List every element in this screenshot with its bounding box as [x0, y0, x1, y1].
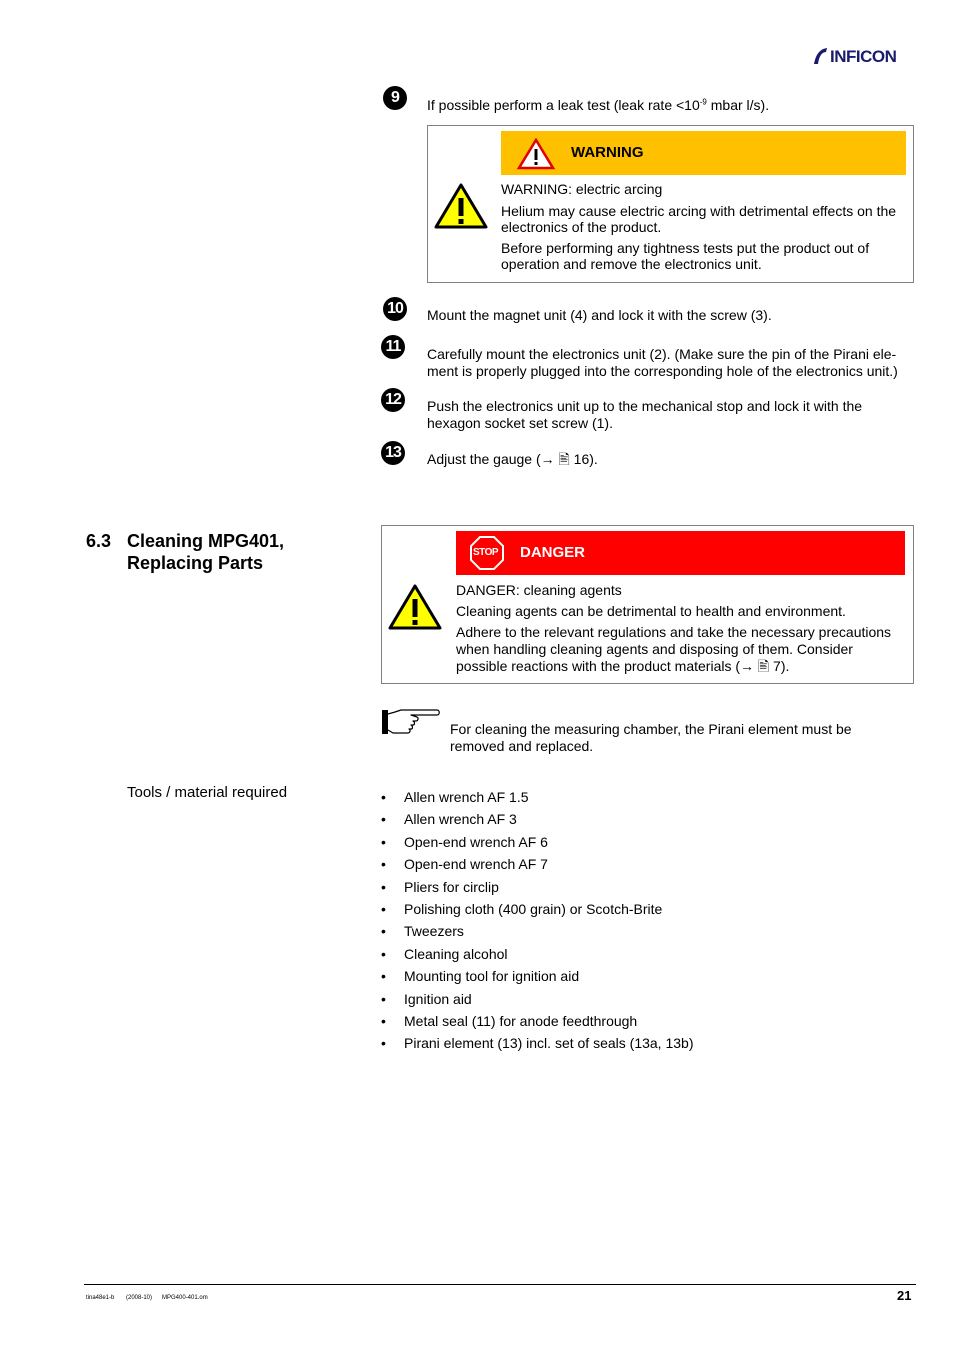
warning-banner [501, 131, 906, 175]
danger-para1: Cleaning agents can be detrimental to health and environment. [456, 603, 846, 619]
footer-rule [84, 1284, 916, 1285]
footer-file: MPG400-401.om [162, 1295, 208, 1301]
inficon-logo [812, 44, 916, 68]
warning-para2: Before performing any tightness tests put the product out of operation and remove the electronics unit. [501, 240, 870, 272]
list-item: • Allen wrench AF 1.5 [381, 789, 881, 811]
logo-text: INFICON [830, 47, 897, 66]
warning-para1: Helium may cause electric arcing with detrimental effects on the electronics of the product. [501, 203, 897, 235]
pointing-hand-icon [381, 708, 441, 736]
list-item: • Mounting tool for ignition aid [381, 968, 881, 990]
danger-label: DANGER [520, 544, 586, 561]
danger-para2: Adhere to the relevant regulations and take the necessary precautions when handling cleaning agents and disposing of them. Consider possible reactions with the product materials (→ 🖹 7). [456, 624, 892, 674]
warning-label: WARNING [571, 144, 644, 161]
list-item: • Polishing cloth (400 grain) or Scotch-Brite [381, 901, 881, 923]
warning-box [427, 125, 914, 283]
danger-triangle-icon [387, 583, 443, 631]
footer-doc-id: tina48e1-b [86, 1295, 115, 1301]
step-9-superscript: -9 [699, 97, 707, 107]
step-number-10: 10 [383, 297, 407, 321]
step-9-text-after: mbar l/s). [706, 97, 770, 113]
section-title-line1: Cleaning MPG401, [127, 531, 285, 551]
section-title-line2: Replacing Parts [127, 553, 264, 573]
list-item: • Open-end wrench AF 6 [381, 834, 881, 856]
logo-mark-icon [812, 46, 830, 66]
stop-sign-text: STOP [473, 547, 499, 558]
list-item: • Tweezers [381, 923, 881, 945]
danger-banner [456, 531, 905, 575]
warning-content [501, 181, 901, 272]
step-number-9: 9 [383, 86, 407, 110]
list-item: • Allen wrench AF 3 [381, 811, 881, 833]
list-item: • Pirani element (13) incl. set of seals (13a, 13b) [381, 1035, 881, 1057]
warning-triangle-icon [433, 182, 489, 230]
section-number: 6.3 [86, 531, 112, 551]
step-9-text-before: If possible perform a leak test (leak rate <10 [427, 97, 700, 113]
tools-label: Tools / material required [127, 784, 288, 801]
footer-date: (2008-10) [126, 1295, 153, 1301]
list-item: • Metal seal (11) for anode feedthrough [381, 1013, 881, 1035]
step-12-text-line1: Push the electronics unit up to the mechanical stop and lock it with the [427, 398, 863, 414]
danger-title: DANGER: cleaning agents [456, 582, 622, 598]
list-item: • Cleaning alcohol [381, 946, 881, 968]
tools-list [381, 789, 881, 1058]
step-12-text-line2: hexagon socket set screw (1). [427, 415, 613, 431]
page-number: 21 [897, 1288, 912, 1303]
warning-triangle-small-icon [517, 138, 555, 170]
step-number-13: 13 [381, 441, 405, 465]
list-item: • Open-end wrench AF 7 [381, 856, 881, 878]
step-9-text [427, 97, 769, 114]
danger-content [456, 582, 908, 675]
step-number-12: 12 [381, 388, 405, 412]
list-item: • Pliers for circlip [381, 879, 881, 901]
list-item: • Ignition aid [381, 991, 881, 1013]
step-11-text-line1: Carefully mount the electronics unit (2). (Make sure the pin of the Pirani ele- [427, 346, 897, 362]
step-13-text: Adjust the gauge (→ 🖹 16). [427, 451, 598, 467]
step-number-11: 11 [381, 335, 405, 359]
note-text: For cleaning the measuring chamber, the Pirani element must be removed and replaced. [450, 721, 852, 754]
danger-box [381, 525, 914, 684]
step-10-text: Mount the magnet unit (4) and lock it with the screw (3). [427, 307, 772, 323]
warning-title: WARNING: electric arcing [501, 181, 663, 197]
step-11-text-line2: ment is properly plugged into the corresponding hole of the electronics unit.) [427, 363, 898, 379]
